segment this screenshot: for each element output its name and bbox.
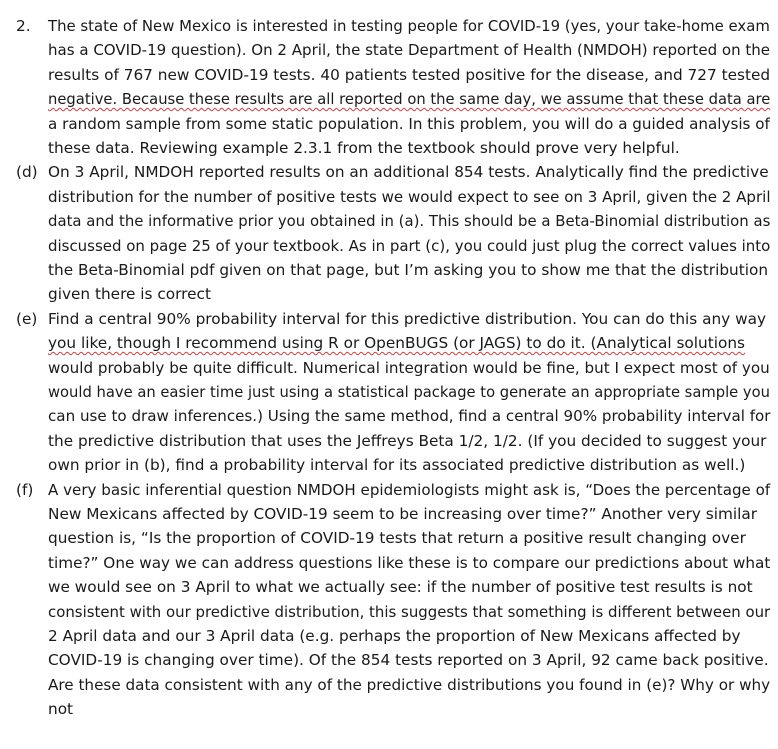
problem-line: these data. Reviewing example 2.3.1 from the textbook should prove very helpful.	[48, 139, 680, 157]
problem-line	[48, 87, 770, 111]
part-line: 2 April data and our 3 April data (e.g. perhaps the proportion of New Mexicans affected by	[48, 626, 741, 645]
part-line: the predictive distribution that uses the Jeffreys Beta 1/2, 1/2. (If you decided to suggest your	[48, 431, 767, 450]
part-line: distribution for the number of positive tests we would expect to see on 3 April, given the 2 April	[48, 187, 771, 206]
part-marker: (d)	[16, 163, 38, 182]
problem-number: 2.	[16, 17, 31, 35]
part-line: consistent with our predictive distribution, this suggests that something is different between our	[48, 602, 771, 621]
part-marker: (f)	[16, 480, 34, 499]
part-line: data and the informative prior you obtained in (a). This should be a Beta-Binomial distribution as	[48, 212, 771, 231]
part-line: would have an easier time just using a statistical package to generate an appropriate sample you	[48, 382, 770, 401]
problem-line: has a COVID-19 question). On 2 April, the state Department of Health (NMDOH) reported on the	[48, 41, 771, 60]
part-line: not	[48, 700, 74, 719]
part-line: Find a central 90% probability interval for this predictive distribution. You can do this any way	[48, 309, 767, 328]
problem-line: results of 767 new COVID-19 tests. 40 patients tested positive for the disease, and 727 tested	[48, 65, 771, 84]
part-line: New Mexicans affected by COVID-19 seem to be increasing over time?” Another very similar	[48, 504, 758, 523]
part-line: COVID-19 is changing over time). Of the 854 tests reported on 3 April, 92 came back positive.	[48, 651, 769, 670]
part-line: discussed on page 25 of your textbook. As in part (c), you could just plug the correct values into	[48, 236, 771, 255]
part-line: own prior in (b), find a probability interval for its associated predictive distribution as well.)	[48, 456, 746, 475]
part-line: we would see on 3 April to what we actually see: if the number of positive test results is not	[48, 578, 753, 597]
problem-line: a random sample from some static population. In this problem, you will do a guided analysis of	[48, 114, 770, 133]
part-line: would probably be quite difficult. Numerical integration would be fine, but I expect most of you	[48, 358, 770, 377]
part-line: On 3 April, NMDOH reported results on an additional 854 tests. Analytically find the predictive	[48, 163, 769, 182]
spellcheck-underline: negative. Because these results are all reported on the same day, we assume that these data are	[48, 90, 771, 109]
part-line: the Beta-Binomial pdf given on that page, but I’m asking you to show me that the distribution	[48, 260, 769, 279]
part-line: A very basic inferential question NMDOH epidemiologists might ask is, “Does the percentage of	[48, 480, 771, 499]
part-line: time?” One way we can address questions like these is to compare our predictions about what	[48, 553, 771, 572]
part-line	[48, 331, 745, 355]
spellcheck-underline: you like, though I recommend using R or OpenBUGS (or JAGS) to do it. (Analytical solutions	[48, 334, 746, 353]
part-line: given there is correct	[48, 285, 211, 304]
part-line: can use to draw inferences.) Using the same method, find a central 90% probability interval for	[48, 407, 771, 426]
part-line: Are these data consistent with any of the predictive distributions you found in (e)? Why or why	[48, 675, 771, 694]
part-line: question is, “Is the proportion of COVID-19 tests that return a positive result changing over	[48, 529, 746, 548]
problem-line: The state of New Mexico is interested in testing people for COVID-19 (yes, your take-home exam	[48, 17, 770, 35]
part-marker: (e)	[16, 309, 38, 328]
